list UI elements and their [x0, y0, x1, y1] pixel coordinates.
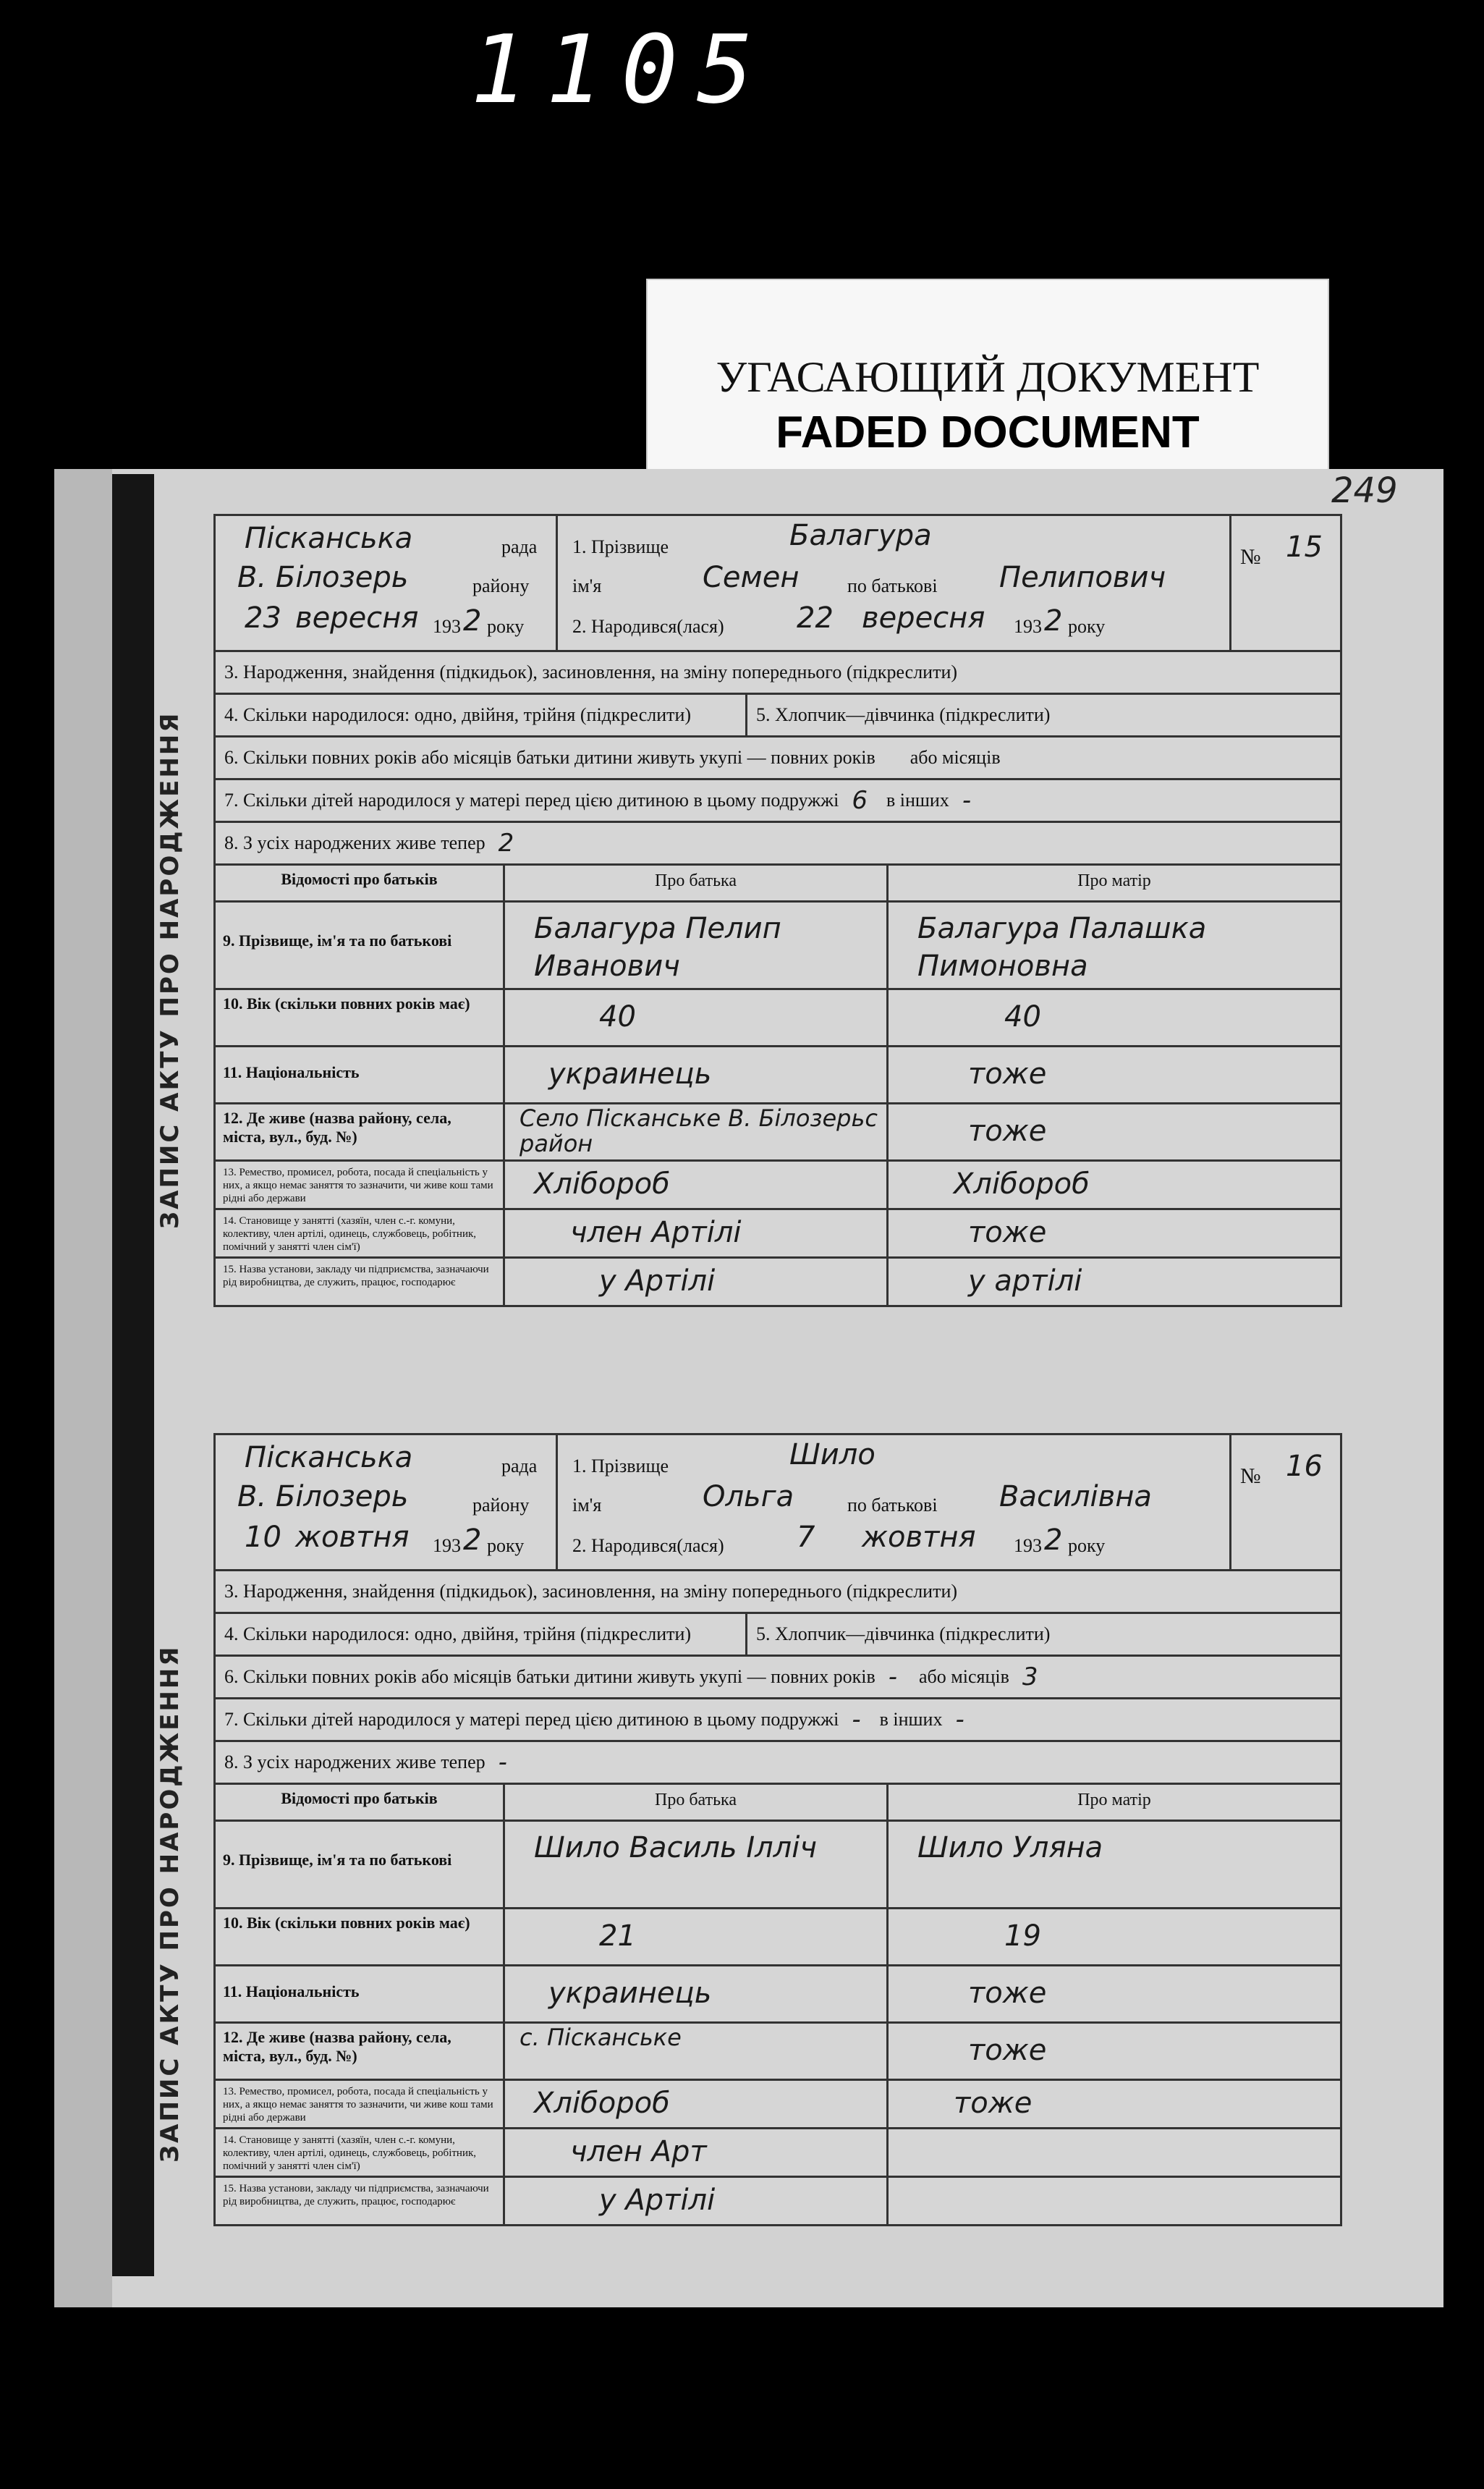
line-3-label: 3. Народження, знайдення (підкидьок), засиновлення, на зміну попереднього (підкреслити) [224, 1581, 958, 1602]
mother-nationality: тоже [968, 1057, 1047, 1091]
father-occupation: Хлібороб [534, 2087, 670, 2120]
parents-header [213, 866, 1342, 903]
row-12 [213, 1104, 1342, 1162]
born-label: 2. Народився(лася) [572, 1535, 724, 1556]
line-6-months-label: або місяців [910, 747, 1001, 768]
birth-year-digit: 2 [1044, 1524, 1063, 1557]
record-number: 15 [1286, 531, 1323, 564]
registration-header [213, 1433, 1342, 1571]
binding-strip [112, 474, 154, 2276]
birth-month: вересня [862, 601, 985, 635]
f13-label: 13. Ремество, промисел, робота, посада й спеціальність у них, а якщо немає заняття то зазначити, чи живе кош тами рідні або держави [216, 1162, 505, 1208]
f14-label: 14. Становище у занятті (хазяїн, член с.-г. комуни, колективу, член артілі, одинець, службовець, робітник, помічний у занятті член сім'ї) [216, 2129, 505, 2176]
folio-number: 249 [1331, 470, 1398, 511]
father-workplace: у Артілі [599, 2184, 716, 2217]
col-father-header: Про батька [505, 1785, 889, 1820]
record-number-box [1231, 516, 1340, 650]
f9-label: 9. Прізвище, ім'я та по батькові [216, 903, 505, 988]
mother-occupation: Хлібороб [954, 1167, 1090, 1201]
line-6-months-label: або місяців [919, 1666, 1009, 1687]
row-12 [213, 2024, 1342, 2081]
line-4-label: 4. Скільки народилося: одно, двійня, трійня (підкреслити) [224, 1623, 692, 1644]
row-9 [213, 1822, 1342, 1909]
row-10 [213, 1909, 1342, 1966]
district-value: В. Білозерь [237, 561, 409, 594]
row-14 [213, 1210, 1342, 1259]
side-title-2: ЗАПИС АКТУ ПРО НАРОДЖЕННЯ [156, 1644, 185, 2163]
district-suffix: району [472, 1495, 530, 1516]
page-edge [54, 469, 112, 2307]
f15-label: 15. Назва установи, закладу чи підприємства, зазначаючи рід виробництва, де служить, працює, господарює [216, 1259, 505, 1305]
council-suffix: рада [501, 1455, 538, 1476]
father-occupation: Хлібороб [534, 1167, 670, 1201]
line-7-other-label: в інших [886, 790, 949, 811]
col-father-header: Про батька [505, 866, 889, 900]
registration-header [213, 514, 1342, 652]
father-nationality: украинець [548, 1977, 712, 2010]
f11-label: 11. Національність [216, 1047, 505, 1102]
birth-month: жовтня [862, 1521, 976, 1554]
reg-month: вересня [295, 601, 419, 635]
father-nationality: украинець [548, 1057, 712, 1091]
mother-nationality: тоже [968, 1977, 1047, 2010]
col-mother-header: Про матір [1077, 871, 1151, 890]
living-children: 2 [498, 829, 514, 858]
col-info-header: Відомості про батьків [216, 866, 505, 900]
mother-age: 40 [1004, 1000, 1041, 1034]
f13-label: 13. Ремество, промисел, робота, посада й спеціальність у них, а якщо немає заняття то зазначити, чи живе кош тами рідні або держави [216, 2081, 505, 2127]
birth-day: 7 [797, 1521, 815, 1554]
name-label: ім'я [572, 575, 602, 596]
faded-document-label [646, 279, 1329, 477]
mother-residence: тоже [968, 2034, 1047, 2067]
row-15 [213, 1259, 1342, 1307]
reg-year-prefix: 193 [433, 616, 461, 637]
father-name: Шило Василь Ілліч [534, 1831, 817, 1864]
father-residence: Село Пісканське В. Білозерьс район [520, 1104, 878, 1158]
f9-label: 9. Прізвище, ім'я та по батькові [216, 1822, 505, 1907]
birth-record-15 [213, 514, 1342, 1307]
f10-label: 10. Вік (скільки повних років має) [216, 1909, 505, 1964]
line-6-label: 6. Скільки повних років або місяців батьки дитини живуть укупі — повних років [224, 1666, 875, 1687]
reg-year-prefix: 193 [433, 1535, 461, 1556]
children-other: - [955, 1705, 964, 1734]
f14-label: 14. Становище у занятті (хазяїн, член с.-г. комуни, колективу, член артілі, одинець, службовець, робітник, помічний у занятті член сім'ї) [216, 1210, 505, 1256]
children-before: - [852, 1705, 861, 1734]
birth-day: 22 [797, 601, 834, 635]
council-value: Пісканська [245, 522, 413, 555]
row-10 [213, 990, 1342, 1047]
line-7-other-label: в інших [879, 1709, 943, 1730]
council-suffix: рада [501, 536, 538, 557]
father-status: член Артілі [570, 1216, 742, 1249]
f10-label: 10. Вік (скільки повних років має) [216, 990, 505, 1045]
line-4-label: 4. Скільки народилося: одно, двійня, трійня (підкреслити) [224, 704, 692, 725]
father-status: член Арт [570, 2135, 707, 2168]
name-value: Ольга [703, 1480, 794, 1513]
born-label: 2. Народився(лася) [572, 616, 724, 637]
mother-age: 19 [1004, 1919, 1041, 1953]
f12-label: 12. Де живе (назва району, села, міста, вул., буд. №) [216, 2024, 505, 2079]
district-suffix: району [472, 575, 530, 596]
faded-label-en: FADED DOCUMENT [776, 407, 1200, 457]
row-4-5 [213, 695, 1342, 738]
record-number: 16 [1286, 1450, 1323, 1483]
living-children: - [498, 1748, 507, 1777]
f11-label: 11. Національність [216, 1966, 505, 2021]
patronymic-value: Пелипович [999, 561, 1166, 594]
archive-number: 1105 [470, 14, 773, 124]
surname-value: Балагура [789, 519, 932, 552]
row-11 [213, 1966, 1342, 2024]
line-5-label: 5. Хлопчик—дівчинка (підкреслити) [745, 695, 1050, 735]
col-info-header: Відомості про батьків [216, 1785, 505, 1820]
faded-label-ru: УГАСАЮЩИЙ ДОКУМЕНТ [716, 353, 1260, 401]
line-6-label: 6. Скільки повних років або місяців батьки дитини живуть укупі — повних років [224, 747, 875, 768]
name-label: ім'я [572, 1495, 602, 1516]
mother-name: Балагура Палашка Пимоновна [917, 912, 1207, 983]
row-13 [213, 2081, 1342, 2129]
surname-value: Шило [789, 1438, 875, 1471]
father-age: 21 [599, 1919, 636, 1953]
reg-year-suffix: року [487, 616, 525, 637]
father-name: Балагура Пелип Иванович [534, 912, 781, 983]
reg-year-suffix: року [487, 1535, 525, 1556]
row-7 [213, 780, 1342, 823]
side-title-1: ЗАПИС АКТУ ПРО НАРОДЖЕННЯ [156, 711, 185, 1229]
line-8-label: 8. З усіх народжених живе тепер [224, 832, 486, 853]
child-identity [558, 1435, 1231, 1569]
birth-year-digit: 2 [1044, 604, 1063, 638]
row-11 [213, 1047, 1342, 1104]
mother-residence: тоже [968, 1115, 1047, 1148]
row-6 [213, 1657, 1342, 1699]
name-value: Семен [703, 561, 800, 594]
row-8 [213, 823, 1342, 866]
row-15 [213, 2178, 1342, 2226]
reg-month: жовтня [295, 1521, 410, 1554]
years-together: - [888, 1662, 898, 1691]
birth-year-prefix: 193 [1014, 616, 1042, 637]
registration-office [216, 516, 558, 650]
father-residence: с. Пісканське [520, 2024, 682, 2051]
row-9 [213, 903, 1342, 990]
number-sign: № [1240, 1464, 1261, 1488]
children-before: 6 [852, 786, 868, 815]
mother-status: тоже [968, 1216, 1047, 1249]
patronymic-value: Василівна [999, 1480, 1152, 1513]
surname-label: 1. Прізвище [572, 1455, 669, 1476]
district-value: В. Білозерь [237, 1480, 409, 1513]
col-mother-header: Про матір [1077, 1791, 1151, 1809]
line-3-label: 3. Народження, знайдення (підкидьок), засиновлення, на зміну попереднього (підкреслити) [224, 662, 958, 683]
birth-year-suffix: року [1068, 1535, 1106, 1556]
line-7-label: 7. Скільки дітей народилося у матері перед цією дитиною в цьому подружжі [224, 790, 839, 811]
patronymic-label: по батькові [847, 1495, 938, 1516]
reg-day: 10 [245, 1521, 281, 1554]
number-sign: № [1240, 545, 1261, 569]
f15-label: 15. Назва установи, закладу чи підприємства, зазначаючи рід виробництва, де служить, працює, господарює [216, 2178, 505, 2224]
row-8 [213, 1742, 1342, 1785]
birth-record-16 [213, 1433, 1342, 2226]
father-workplace: у Артілі [599, 1264, 716, 1298]
child-identity [558, 516, 1231, 650]
months-together: 3 [1022, 1662, 1038, 1691]
father-age: 40 [599, 1000, 636, 1034]
line-5-label: 5. Хлопчик—дівчинка (підкреслити) [745, 1614, 1050, 1655]
parents-header [213, 1785, 1342, 1822]
council-value: Пісканська [245, 1441, 413, 1474]
line-8-label: 8. З усіх народжених живе тепер [224, 1751, 486, 1772]
row-14 [213, 2129, 1342, 2178]
record-number-box [1231, 1435, 1340, 1569]
surname-label: 1. Прізвище [572, 536, 669, 557]
f12-label: 12. Де живе (назва району, села, міста, вул., буд. №) [216, 1104, 505, 1159]
birth-year-suffix: року [1068, 616, 1106, 637]
row-6 [213, 738, 1342, 780]
row-4-5 [213, 1614, 1342, 1657]
mother-occupation: тоже [954, 2087, 1033, 2120]
children-other: - [962, 786, 972, 815]
registration-office [216, 1435, 558, 1569]
patronymic-label: по батькові [847, 575, 938, 596]
reg-year-digit: 2 [463, 604, 482, 638]
line-7-label: 7. Скільки дітей народилося у матері перед цією дитиною в цьому подружжі [224, 1709, 839, 1730]
reg-day: 23 [245, 601, 281, 635]
birth-year-prefix: 193 [1014, 1535, 1042, 1556]
row-7 [213, 1699, 1342, 1742]
row-3 [213, 652, 1342, 695]
mother-name: Шило Уляна [917, 1831, 1103, 1864]
row-3 [213, 1571, 1342, 1614]
mother-workplace: у артілі [968, 1264, 1082, 1298]
reg-year-digit: 2 [463, 1524, 482, 1557]
row-13 [213, 1162, 1342, 1210]
